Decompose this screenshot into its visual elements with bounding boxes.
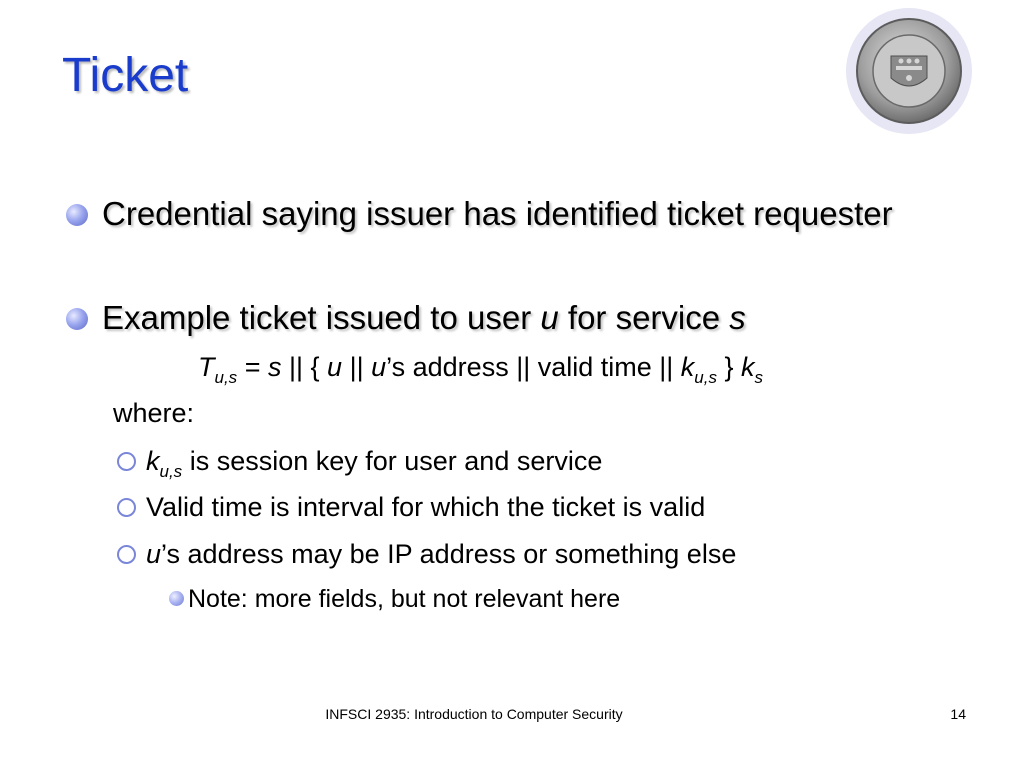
formula-part: || [342, 352, 372, 382]
note-bullet-item [188, 584, 620, 614]
user-var: u [146, 539, 162, 569]
formula-t: T [198, 352, 215, 382]
bullet-service-var: s [729, 299, 746, 336]
bullet-user-var: u [540, 299, 559, 336]
formula-k: k [741, 352, 755, 382]
sub-bullet-item [146, 490, 705, 524]
bullet-text: Example ticket issued to user [102, 299, 541, 336]
formula-u: u [371, 352, 387, 382]
formula-part: || { [281, 352, 328, 382]
sub-bullet-item [146, 444, 603, 481]
formula-k-subscript: u,s [694, 368, 717, 387]
formula-part: } [716, 352, 742, 382]
formula-part: ’s address || valid time || [386, 352, 681, 382]
bullet-dot-icon [169, 591, 184, 606]
university-seal-logo [846, 8, 972, 134]
bullet-text-mid: for service [558, 299, 730, 336]
sub-bullet-item [146, 537, 736, 571]
bullet-item [102, 192, 922, 236]
formula-k: k [680, 352, 695, 382]
hollow-circle-bullet-icon [117, 452, 136, 471]
note-text: Note: more fields, but not relevant here [188, 585, 621, 613]
ticket-formula [198, 350, 764, 387]
formula-t-subscript: u,s [214, 368, 238, 387]
hollow-circle-bullet-icon [117, 545, 136, 564]
page-number: 14 [950, 706, 966, 722]
formula-s: s [267, 352, 282, 382]
session-key-subscript: u,s [159, 462, 183, 481]
where-label: where: [113, 398, 195, 428]
formula-k-subscript: s [754, 368, 764, 387]
sub-bullet-text: is session key for user and service [182, 446, 603, 476]
bullet-item [102, 296, 922, 340]
bullet-dot-icon [66, 308, 88, 330]
bullet-dot-icon [66, 204, 88, 226]
sub-bullet-text: Valid time is interval for which the ticket is valid [146, 492, 706, 522]
formula-u: u [327, 352, 343, 382]
slide-title: Ticket [62, 49, 189, 102]
bullet-text: Credential saying issuer has identified ticket requester [102, 195, 893, 232]
sub-bullet-text: ’s address may be IP address or something else [161, 539, 737, 569]
footer-course-title: INFSCI 2935: Introduction to Computer Security [325, 706, 623, 722]
session-key-var: k [146, 446, 160, 476]
formula-part: = [237, 352, 268, 382]
hollow-circle-bullet-icon [117, 498, 136, 517]
